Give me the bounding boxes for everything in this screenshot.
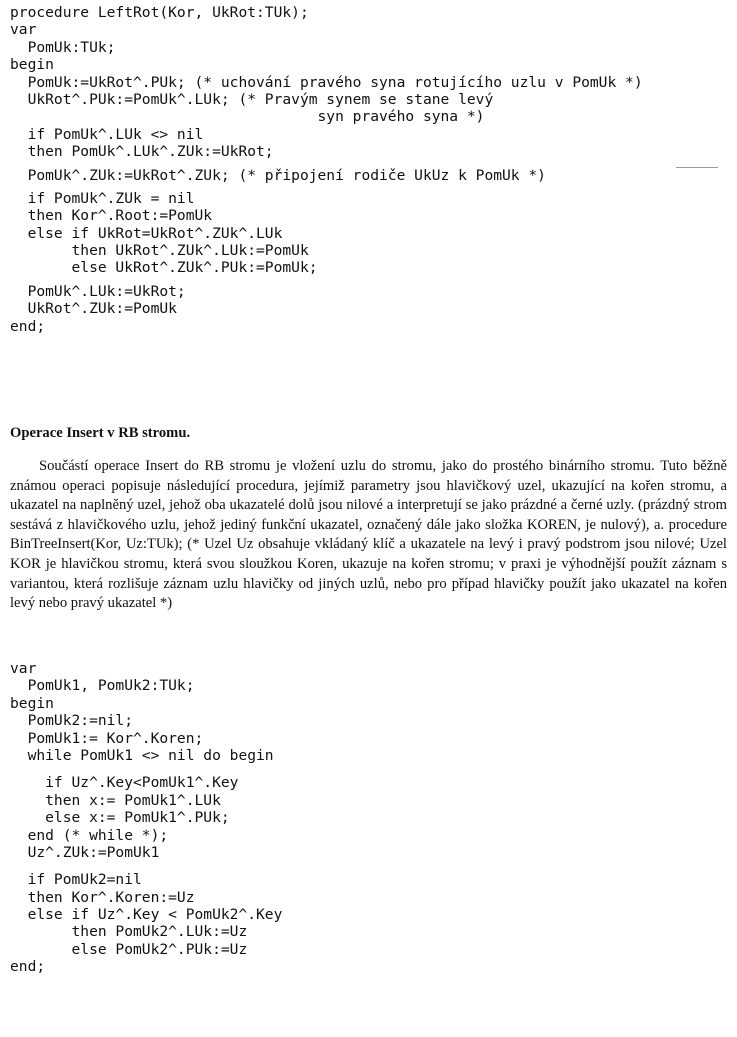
code-line: syn pravého syna *) [10, 108, 485, 126]
code-line: then Kor^.Root:=PomUk [10, 207, 213, 225]
code-line: PomUk:=UkRot^.PUk; (* uchování pravého syna rotujícího uzlu v PomUk *) [10, 73, 643, 91]
code-line: while PomUk1 <> nil do begin [10, 746, 274, 764]
code-line: then PomUk2^.LUk:=Uz [10, 923, 248, 941]
code-line: then PomUk^.LUk^.ZUk:=UkRot; [10, 143, 274, 161]
code-block-bintree-insert [10, 660, 282, 976]
divider-rule [676, 167, 718, 168]
code-line: then Kor^.Koren:=Uz [10, 888, 195, 906]
code-line: PomUk2:=nil; [10, 712, 134, 730]
code-line: Uz^.ZUk:=PomUk1 [10, 843, 160, 861]
code-line: end; [10, 958, 46, 976]
code-line: var [10, 660, 37, 677]
code-line: else if Uz^.Key < PomUk2^.Key [10, 906, 283, 924]
code-line: then x:= PomUk1^.LUk [10, 791, 221, 809]
code-line: then UkRot^.ZUk^.LUk:=PomUk [10, 242, 309, 260]
code-line: PomUk1, PomUk2:TUk; [10, 677, 195, 695]
code-line: PomUk^.ZUk:=UkRot^.ZUk; (* připojení rodiče UkUz k PomUk *) [10, 166, 546, 184]
code-line: if PomUk^.ZUk = nil [10, 189, 195, 207]
code-line: UkRot^.PUk:=PomUk^.LUk; (* Pravým synem se stane levý [10, 90, 494, 108]
code-line: else x:= PomUk1^.PUk; [10, 809, 230, 827]
code-line: end; [10, 317, 46, 335]
code-line: UkRot^.ZUk:=PomUk [10, 300, 177, 318]
code-line: else if UkRot=UkRot^.ZUk^.LUk [10, 224, 283, 242]
code-line: if Uz^.Key<PomUk1^.Key [10, 774, 239, 792]
code-line: if PomUk^.LUk <> nil [10, 125, 204, 143]
code-line: begin [10, 56, 54, 74]
code-line: var [10, 21, 37, 39]
code-line: procedure LeftRot(Kor, UkRot:TUk); [10, 4, 309, 21]
code-line: else PomUk2^.PUk:=Uz [10, 940, 248, 958]
code-line: if PomUk2=nil [10, 871, 142, 889]
section-heading: Operace Insert v RB stromu. [10, 425, 191, 441]
code-line: PomUk:TUk; [10, 38, 116, 56]
code-line: PomUk^.LUk:=UkRot; [10, 282, 186, 300]
body-paragraph: Součástí operace Insert do RB stromu je vložení uzlu do stromu, jako do prostého binárního stromu. Tuto běžně známou operaci popisuje následující procedura, jejímiž parametry jsou hlavičkový uzel, ukazující na kořen stromu, a ukazatel na naplněný uzel, jehož oba ukazatelé dolů jsou nilové a interpretují se jako prázdné a černé uzly. (prázdný strom sestává z hlavičkového uzlu, jehož jediný funkční ukazatel, označený dále jako složka KOREN, je nulový), a. procedure BinTreeInsert(Kor, Uz:TUk); (* Uzel Uz obsahuje vkládaný klíč a ukazatele na levý i pravý podstrom jsou nilové; Uzel KOR je hlavičkou stromu, která svou sloužkou Koren, ukazuje na kořen stromu; v praxi je výhodnější použít záznam s variantou, která rozlišuje záznam uzlu hlavičky od jiných uzlů, nebo pro případ hlavičky použít jako ukazatel na kořen levý nebo pravý ukazatel *) [10, 458, 727, 612]
code-block-left-rot [10, 4, 643, 335]
code-line: PomUk1:= Kor^.Koren; [10, 729, 204, 747]
code-line: else UkRot^.ZUk^.PUk:=PomUk; [10, 259, 318, 277]
code-line: end (* while *); [10, 826, 169, 844]
code-line: begin [10, 694, 54, 712]
